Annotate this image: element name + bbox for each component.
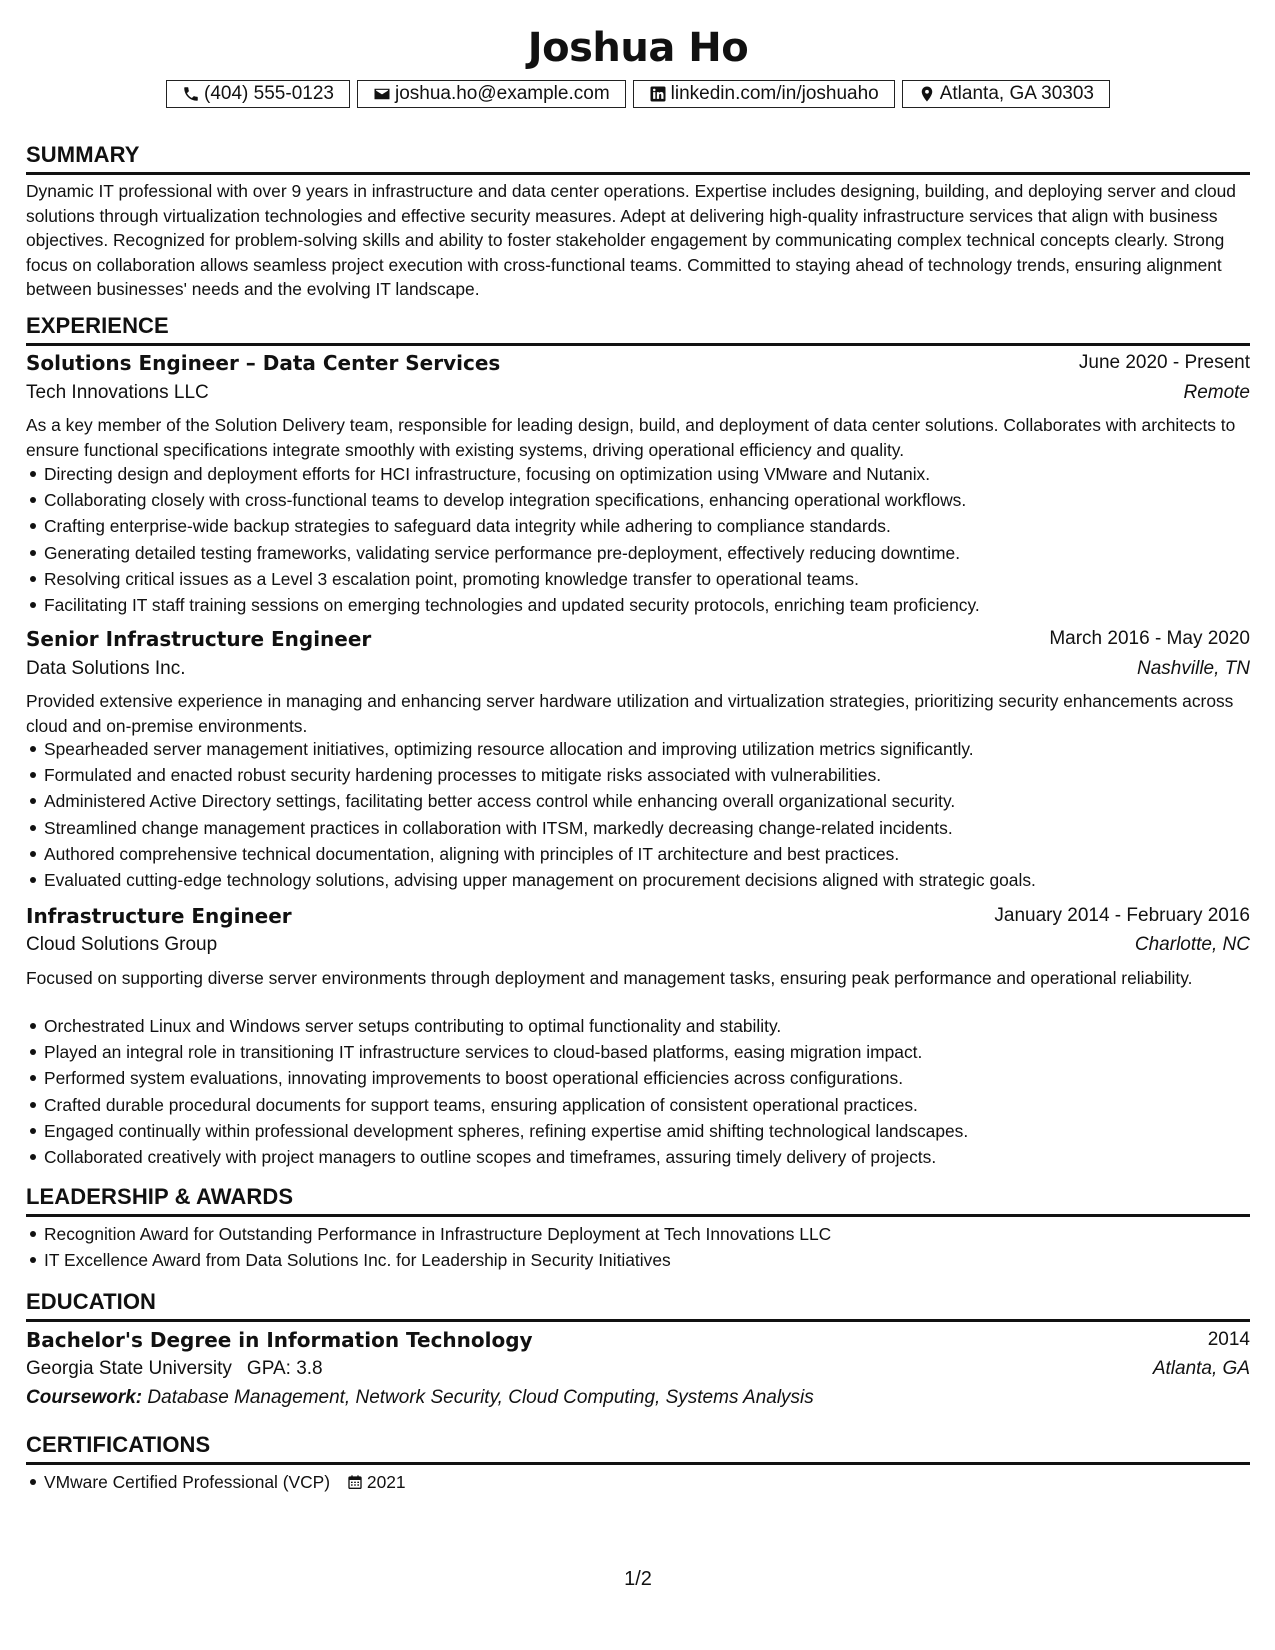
list-item: Streamlined change management practices in collaboration with ITSM, markedly decreasing change-related incidents.	[44, 815, 1268, 841]
list-item: Played an integral role in transitioning IT infrastructure services to cloud-based platforms, easing migration impact.	[44, 1039, 1268, 1065]
job-title: Infrastructure Engineer	[26, 904, 292, 928]
education-heading: EDUCATION	[26, 1288, 1250, 1322]
list-item: Evaluated cutting-edge technology solutions, advising upper management on procurement decisions aligned with strategic goals.	[44, 867, 1268, 893]
summary-text: Dynamic IT professional with over 9 years in infrastructure and data center operations. Expertise includes designing, building, and deploying server and cloud solutions through virtualization technologies and effective security measures. Adept at delivering high-quality infrastructure services that align with business objectives. Recognized for problem-solving skills and ability to foster stakeholder engagement by communicating complex technical concepts clearly. Strong focus on collaboration allows seamless project execution with cross-functional teams. Committed to staying ahead of technology trends, ensuring alignment between businesses' needs and the evolving IT landscape.	[26, 181, 1236, 300]
job-bullets	[26, 461, 1268, 618]
map-pin-icon	[918, 85, 936, 103]
job-title: Senior Infrastructure Engineer	[26, 627, 372, 651]
school-line	[26, 1356, 323, 1382]
list-item: Orchestrated Linux and Windows server setups contributing to optimal functionality and stability.	[44, 1013, 1268, 1039]
job-dates: March 2016 - May 2020	[1049, 628, 1250, 649]
certification-name: VMware Certified Professional (VCP)	[44, 1472, 331, 1492]
job-title: Solutions Engineer – Data Center Services	[26, 351, 501, 375]
contact-location-text: Atlanta, GA 30303	[939, 83, 1094, 104]
job-company: Data Solutions Inc.	[26, 658, 186, 679]
certifications-list	[26, 1469, 1268, 1495]
job-company: Tech Innovations LLC	[26, 382, 209, 403]
envelope-icon	[373, 85, 391, 103]
contact-linkedin[interactable]	[633, 80, 895, 108]
list-item: Resolving critical issues as a Level 3 escalation point, promoting knowledge transfer to operational teams.	[44, 566, 1268, 592]
list-item: Spearheaded server management initiatives, optimizing resource allocation and improving utilization metrics significantly.	[44, 736, 1268, 762]
calendar-icon	[347, 1474, 363, 1490]
list-item: Collaborated creatively with project managers to outline scopes and timeframes, assuring timely delivery of projects.	[44, 1144, 1268, 1170]
coursework-label: Coursework:	[26, 1387, 143, 1408]
contact-email[interactable]	[357, 80, 626, 108]
list-item: Performed system evaluations, innovating improvements to boost operational efficiencies across configurations.	[44, 1065, 1268, 1091]
summary-heading: SUMMARY	[26, 141, 1250, 175]
degree-title: Bachelor's Degree in Information Technology	[26, 1328, 533, 1352]
certifications-heading: CERTIFICATIONS	[26, 1431, 1250, 1465]
list-item: Authored comprehensive technical documentation, aligning with principles of IT architecture and best practices.	[44, 841, 1268, 867]
awards-list	[26, 1221, 1268, 1273]
list-item: Engaged continually within professional development spheres, refining expertise amid shifting technological landscapes.	[44, 1118, 1268, 1144]
job-bullets	[26, 1013, 1268, 1170]
certification-year: 2021	[366, 1472, 406, 1492]
experience-heading: EXPERIENCE	[26, 312, 1250, 346]
list-item: Crafted durable procedural documents for support teams, ensuring application of consistent operational practices.	[44, 1092, 1268, 1118]
coursework-text: Database Management, Network Security, Cloud Computing, Systems Analysis	[147, 1387, 814, 1408]
job-company: Cloud Solutions Group	[26, 934, 218, 955]
job-location: Charlotte, NC	[1134, 934, 1250, 955]
list-item: Formulated and enacted robust security hardening processes to mitigate risks associated with vulnerabilities.	[44, 762, 1268, 788]
gpa: GPA: 3.8	[246, 1358, 323, 1379]
list-item: IT Excellence Award from Data Solutions Inc. for Leadership in Security Initiatives	[44, 1247, 1268, 1273]
candidate-name: Joshua Ho	[527, 25, 749, 71]
school-name: Georgia State University	[26, 1358, 232, 1379]
contact-phone-text: (404) 555-0123	[204, 83, 334, 104]
list-item: Crafting enterprise-wide backup strategies to safeguard data integrity while adhering to compliance standards.	[44, 513, 1268, 539]
job-location: Remote	[1183, 382, 1250, 403]
job-location: Nashville, TN	[1137, 658, 1250, 679]
page-number: 1/2	[624, 1568, 652, 1590]
list-item: Recognition Award for Outstanding Performance in Infrastructure Deployment at Tech Innovations LLC	[44, 1221, 1268, 1247]
degree-year: 2014	[1207, 1329, 1250, 1350]
contact-phone[interactable]	[166, 80, 350, 108]
list-item: Facilitating IT staff training sessions on emerging technologies and updated security protocols, enriching team proficiency.	[44, 592, 1268, 618]
school-location: Atlanta, GA	[1152, 1358, 1250, 1379]
contact-email-text: joshua.ho@example.com	[394, 83, 610, 104]
coursework-line	[26, 1385, 814, 1411]
list-item	[44, 1469, 1268, 1495]
list-item: Directing design and deployment efforts for HCI infrastructure, focusing on optimization using VMware and Nutanix.	[44, 461, 1268, 487]
job-dates: January 2014 - February 2016	[994, 905, 1250, 926]
linkedin-icon	[649, 85, 667, 103]
job-description: Provided extensive experience in managing and enhancing server hardware utilization and virtualization strategies, prioritizing security enhancements across cloud and on-premise environments.	[26, 691, 1234, 736]
contact-linkedin-text: linkedin.com/in/joshuaho	[670, 83, 879, 104]
list-item: Generating detailed testing frameworks, validating service performance pre-deployment, effectively reducing downtime.	[44, 540, 1268, 566]
contact-bar	[26, 80, 1250, 108]
job-dates: June 2020 - Present	[1078, 352, 1250, 373]
contact-location	[902, 80, 1110, 108]
job-description: As a key member of the Solution Delivery team, responsible for leading design, build, and deployment of data center solutions. Collaborates with architects to ensure functional specifications integrate smoothly with existing systems, driving operational efficiency and quality.	[26, 415, 1236, 460]
job-bullets	[26, 736, 1268, 893]
list-item: Collaborating closely with cross-functional teams to develop integration specifications, enhancing operational workflows.	[44, 487, 1268, 513]
job-description: Focused on supporting diverse server environments through deployment and management tasks, ensuring peak performance and operational reliability.	[26, 968, 1193, 988]
leadership-heading: LEADERSHIP & AWARDS	[26, 1183, 1250, 1217]
phone-icon	[182, 85, 200, 103]
list-item: Administered Active Directory settings, facilitating better access control while enhancing overall organizational security.	[44, 788, 1268, 814]
